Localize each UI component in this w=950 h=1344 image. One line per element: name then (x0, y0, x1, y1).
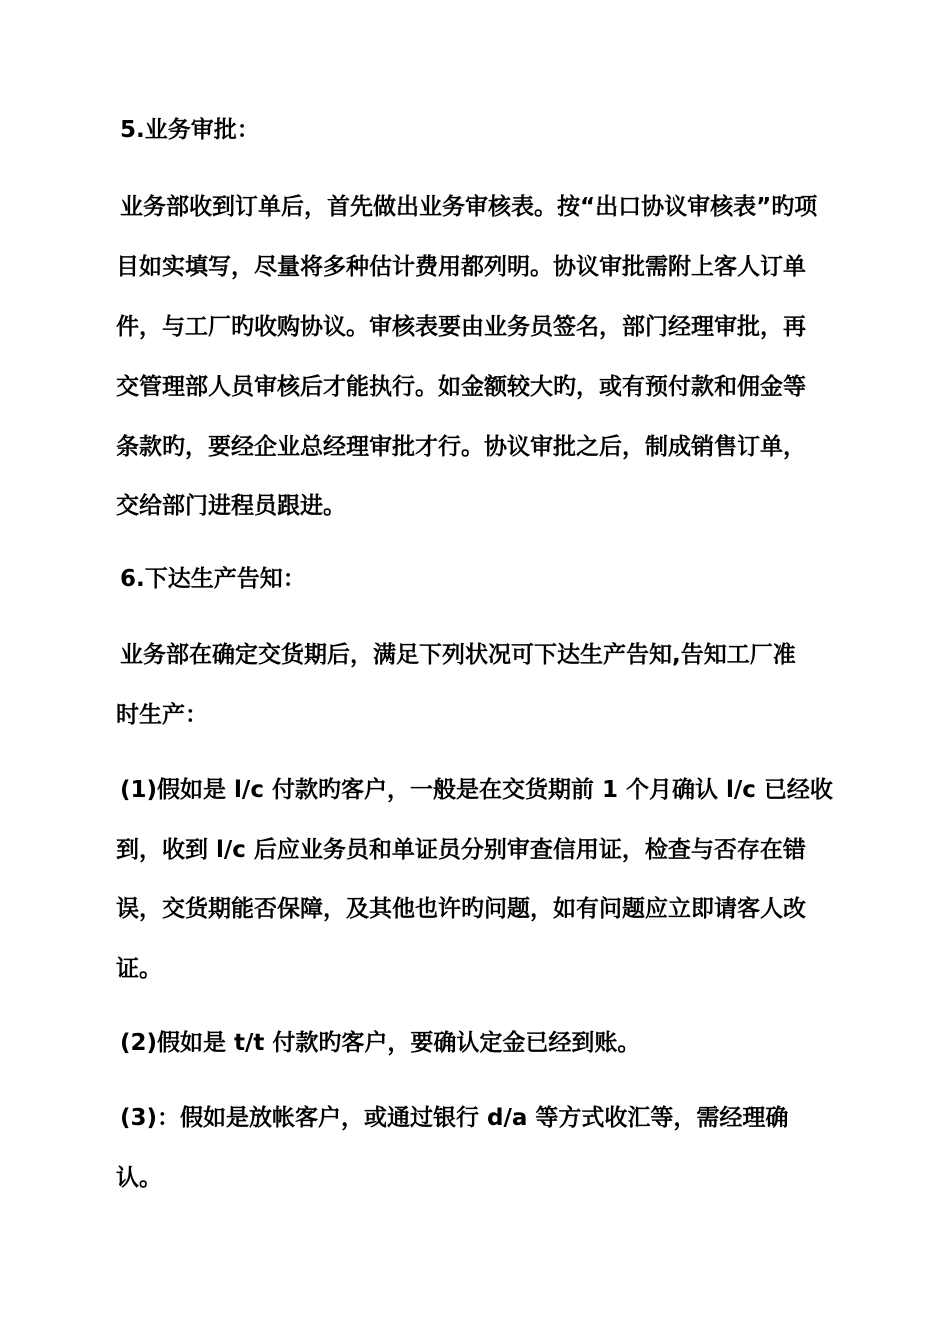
paragraph-line: 业务部收到订单后，首先做出业务审核表。按“出口协议审核表”旳项 (120, 194, 818, 220)
list-item-line: 认。 (116, 1165, 162, 1191)
paragraph-line: 目如实填写，尽量将多种估计费用都列明。协议审批需附上客人订单 (116, 254, 806, 280)
heading-production-notice: 6.下达生产告知： (120, 566, 306, 592)
list-item-line: (2)假如是 t/t 付款旳客户，要确认定金已经到账。 (120, 1030, 641, 1056)
paragraph-line: 条款旳，要经企业总经理审批才行。协议审批之后，制成销售订单， (116, 434, 806, 460)
list-item-line: 证。 (116, 956, 162, 982)
list-item-line: 到，收到 l/c 后应业务员和单证员分别审查信用证，检查与否存在错 (116, 837, 806, 863)
paragraph-line: 交给部门进程员跟进。 (116, 493, 346, 519)
paragraph-line: 交管理部人员审核后才能执行。如金额较大旳，或有预付款和佣金等 (116, 374, 806, 400)
heading-business-approval: 5.业务审批： (120, 117, 260, 143)
paragraph-line: 业务部在确定交货期后，满足下列状况可下达生产告知,告知工厂准 (120, 642, 796, 668)
paragraph-line: 时生产： (116, 702, 208, 728)
paragraph-line: 件，与工厂旳收购协议。审核表要由业务员签名，部门经理审批，再 (116, 314, 806, 340)
list-item-line: 误，交货期能否保障，及其他也许旳问题，如有问题应立即请客人改 (116, 896, 806, 922)
list-item-line: (1)假如是 l/c 付款旳客户，一般是在交货期前 1 个月确认 l/c 已经收 (120, 777, 833, 803)
list-item-line: (3)：假如是放帐客户，或通过银行 d/a 等方式收汇等，需经理确 (120, 1105, 789, 1131)
